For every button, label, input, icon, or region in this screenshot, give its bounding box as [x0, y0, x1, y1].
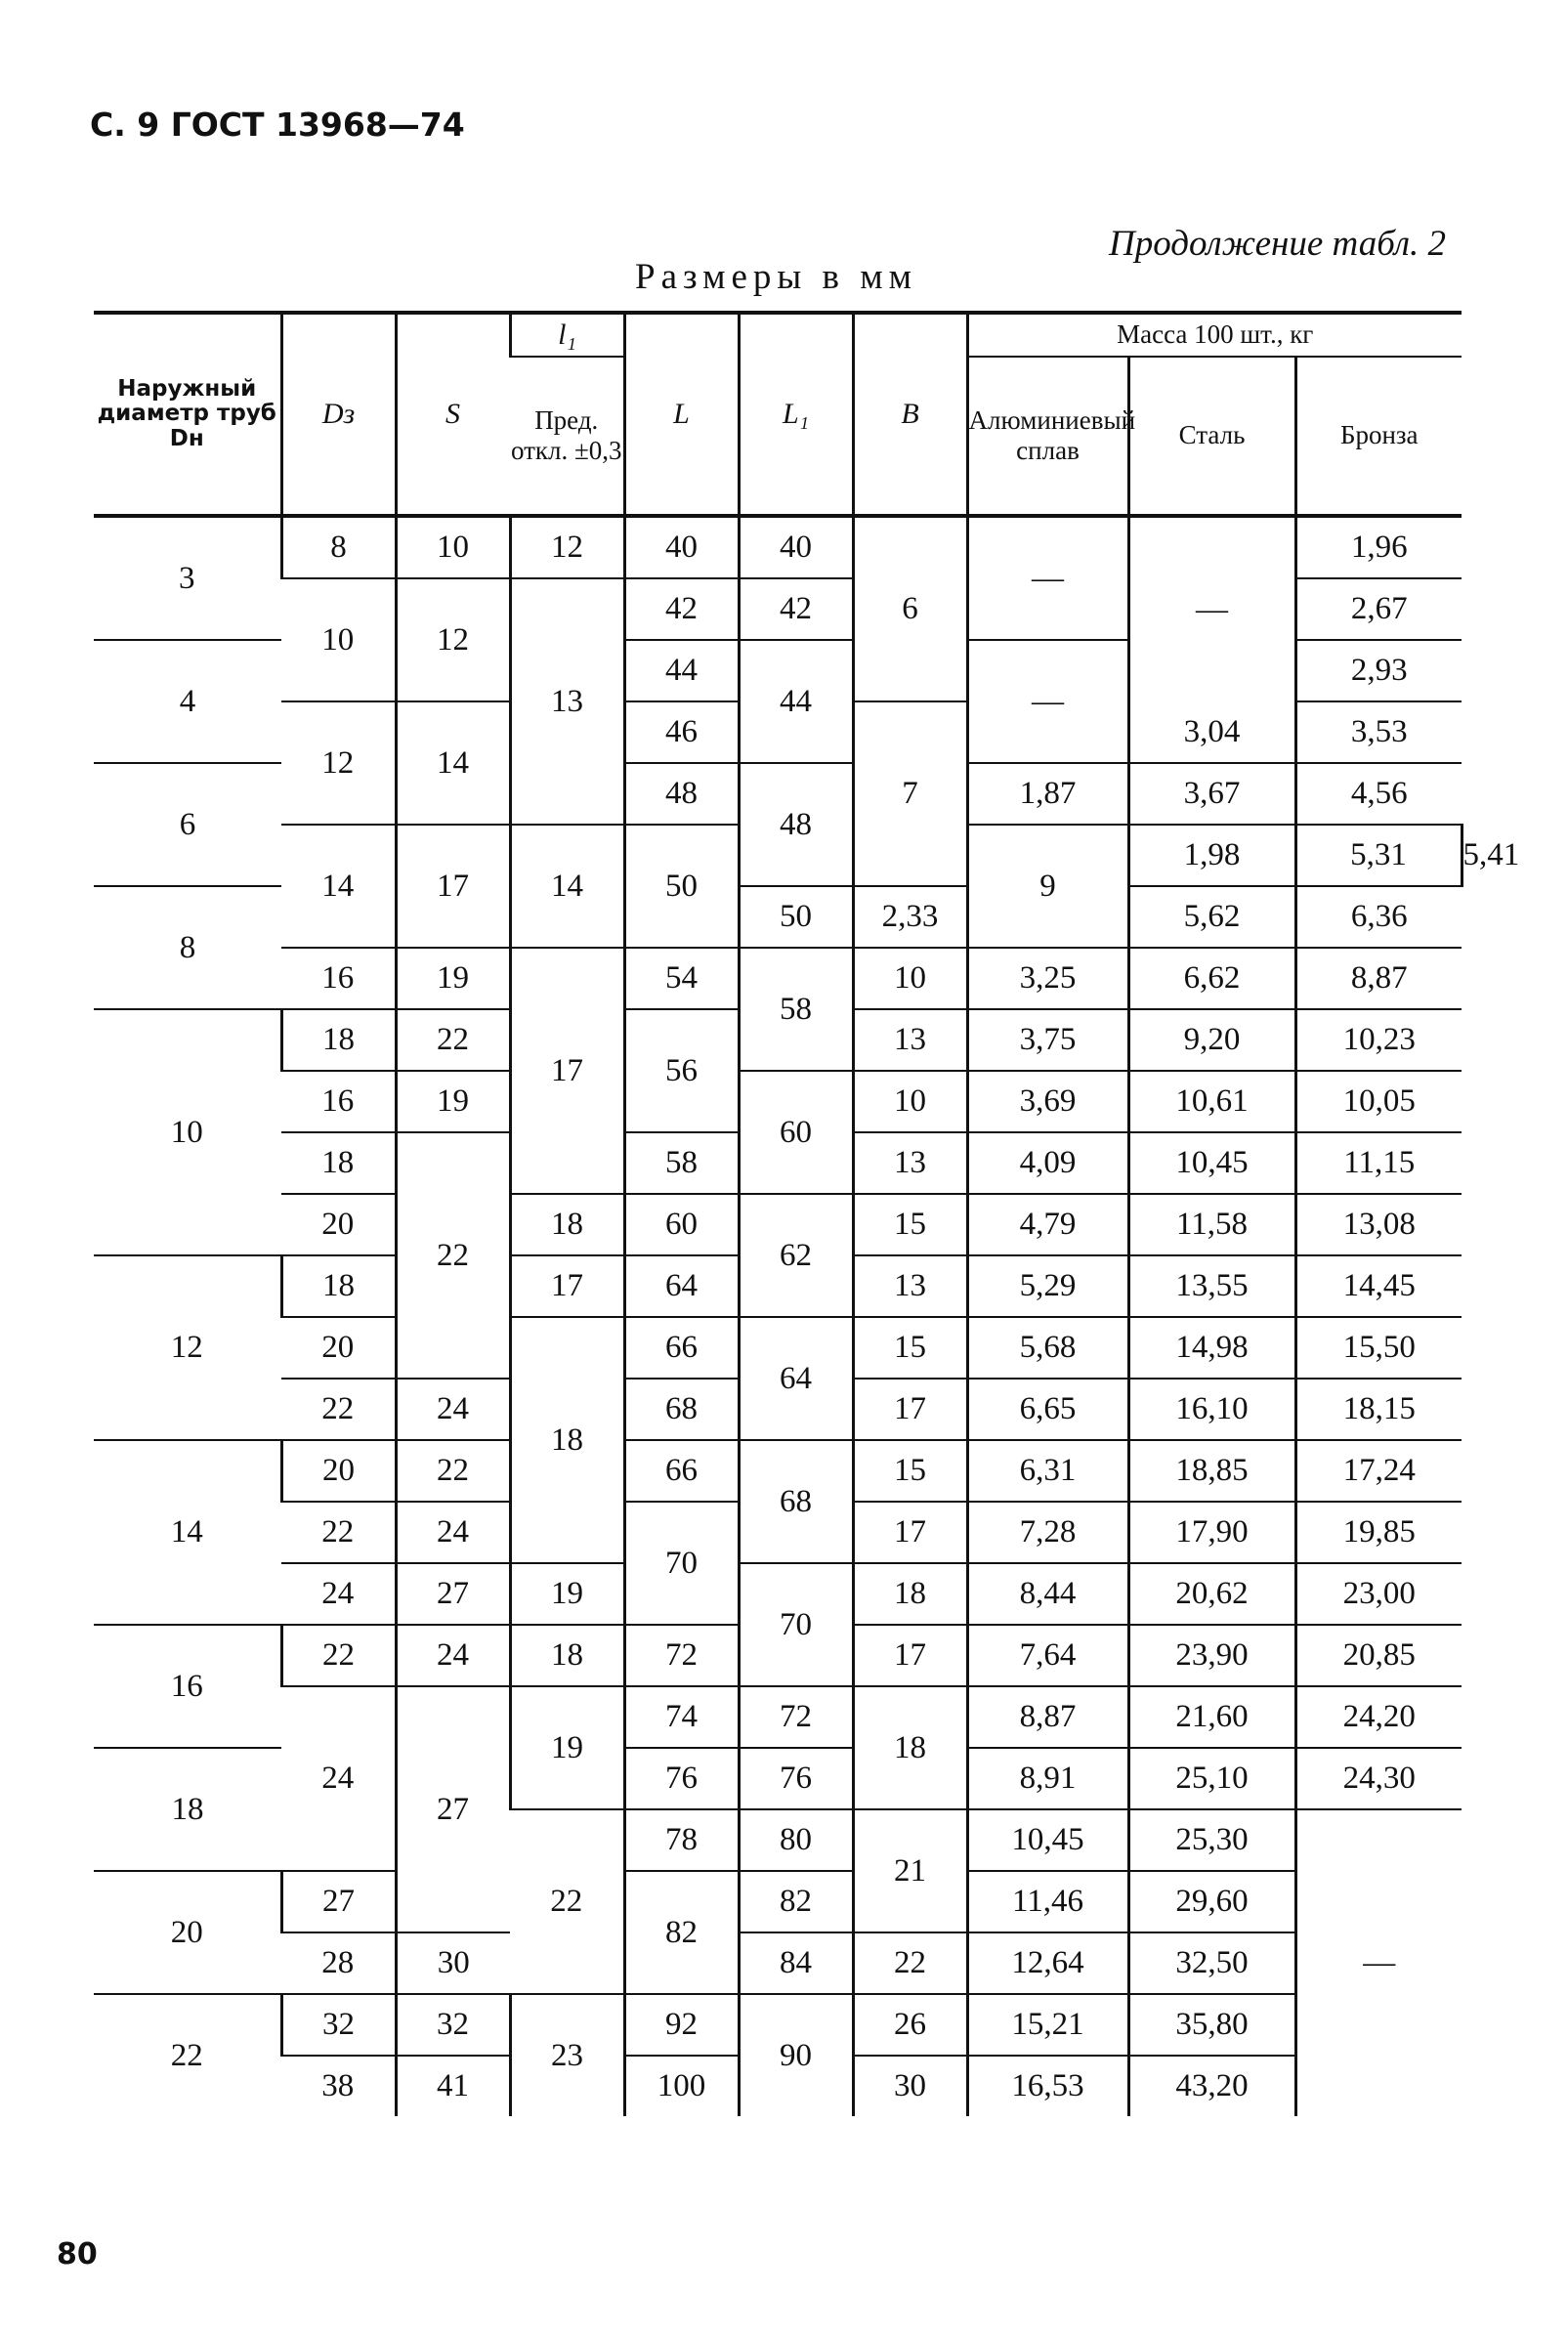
cell-L1: 48: [739, 763, 853, 886]
cell-mass-steel: 3,67: [1128, 763, 1295, 825]
cell-s: 22: [396, 1440, 510, 1502]
cell-mass-steel: 23,90: [1128, 1625, 1295, 1686]
cell-mass-steel: 35,80: [1128, 1994, 1295, 2056]
cell-dn: 20: [94, 1871, 281, 1994]
cell-l1: 12: [510, 516, 624, 578]
cell-B: 15: [853, 1194, 967, 1255]
cell-B: 10: [853, 948, 967, 1009]
cell-l1: 17: [510, 948, 624, 1194]
cell-dn: 12: [94, 1255, 281, 1440]
cell-l1: 18: [510, 1317, 624, 1563]
cell-mass-steel: 6,62: [1128, 948, 1295, 1009]
cell-mass-steel: 11,58: [1128, 1194, 1295, 1255]
cell-s: 22: [396, 1009, 510, 1071]
cell-L: 66: [624, 1440, 739, 1502]
header-L1: L₁: [739, 313, 853, 516]
header-L: L: [624, 313, 739, 516]
cell-mass-bronze: 17,24: [1295, 1440, 1462, 1502]
cell-L: 46: [624, 701, 739, 763]
cell-L: 56: [624, 1009, 739, 1132]
cell-s: 32: [396, 1994, 510, 2056]
cell-L: 64: [624, 1255, 739, 1317]
cell-dz: 8: [281, 516, 396, 578]
cell-dn: 4: [94, 640, 281, 763]
cell-l1: 19: [510, 1563, 624, 1625]
table-body: 3 8 10 12 40 40 6 — — 1,96 10 12 13 42 42 2,67 4 44 44 — 2,93 12 14 46 7 3,04 3,53 6 48 48 1,87 3,67 4,56 14 17 14 50 9 1,98 5,31 5,41 8 50 2,33 5,62 6,36 16 19 17 54 58 10 3,25 6,62 8,87 10 18 22 56 13 3,75 9,20 10,23 16 19 60 10 3,69 10,61 10,05 18 22 58 13 4,09 10,45 11,15 20 18 60 62 15 4,79 11,58 13,08 12 18 17 64 13 5,29 13,55 14,45 20 18 66 64 15 5,68 14,98 15,50 22 24 68 17 6,65 16,10 18,15 14 20 22 66 68 15 6,31 18,85 17,24 22 24 70 17 7,28 17,90 19,85 24 27 19 70 18 8,44 20,62 23,00 16 22 24 18 72 17 7,64 23,90 20,85 24 27 19 74 72 18 8,87 21,60 24,20 18 76 76 8,91 25,10 24,30 22 78 80 21 10,45 25,30 — 20 27 82 82 11,46 29,60 28 30 84 22 12,64 32,50 22 32 32 23 92 90 26 15,21 35,80 38 41 100 30 16,53 43,20: [94, 516, 1462, 2116]
cell-L: 72: [624, 1625, 739, 1686]
cell-mass-bronze: 24,20: [1295, 1686, 1462, 1748]
cell-L1: 58: [739, 948, 853, 1071]
cell-mass-bronze: 10,23: [1295, 1009, 1462, 1071]
cell-L: 78: [624, 1809, 739, 1871]
cell-B: 17: [853, 1502, 967, 1563]
cell-s: 41: [396, 2056, 510, 2116]
cell-dz: 14: [281, 825, 396, 948]
cell-L1: 76: [739, 1748, 853, 1809]
cell-L1: 90: [739, 1994, 853, 2116]
cell-dz: 32: [281, 1994, 396, 2056]
table-continuation-label: Продолжение табл. 2: [1109, 224, 1447, 264]
cell-mass-bronze: —: [1295, 1809, 1462, 2116]
cell-L: 76: [624, 1748, 739, 1809]
cell-mass-steel: 32,50: [1128, 1932, 1295, 1994]
cell-dn: 14: [94, 1440, 281, 1625]
units-caption: Размеры в мм: [635, 257, 918, 297]
cell-dn: 3: [94, 516, 281, 640]
cell-mass-al: 2,33: [853, 886, 967, 948]
page-number: 80: [57, 2237, 98, 2271]
cell-dn: 16: [94, 1625, 281, 1748]
cell-mass-al: —: [967, 640, 1128, 763]
cell-mass-bronze: 6,36: [1295, 886, 1462, 948]
cell-L: 60: [624, 1194, 739, 1255]
cell-mass-bronze: 18,15: [1295, 1379, 1462, 1440]
cell-mass-steel: 13,55: [1128, 1255, 1295, 1317]
cell-mass-al: 1,98: [1128, 825, 1295, 886]
cell-s: 27: [396, 1686, 510, 1932]
cell-B: 21: [853, 1809, 967, 1932]
cell-L: 74: [624, 1686, 739, 1748]
cell-L: 44: [624, 640, 739, 701]
cell-mass-steel: 10,61: [1128, 1071, 1295, 1132]
cell-l1: 13: [510, 578, 624, 825]
cell-B: 13: [853, 1255, 967, 1317]
cell-mass-steel: 10,45: [1128, 1132, 1295, 1194]
cell-dn: 18: [94, 1748, 281, 1871]
cell-mass-al: 6,65: [967, 1379, 1128, 1440]
cell-l1: 23: [510, 1994, 624, 2116]
cell-mass-steel: 25,30: [1128, 1809, 1295, 1871]
cell-mass-bronze: 8,87: [1295, 948, 1462, 1009]
cell-mass-steel: 14,98: [1128, 1317, 1295, 1379]
cell-mass-bronze: 19,85: [1295, 1502, 1462, 1563]
cell-L1: 50: [739, 886, 853, 948]
cell-dn: 10: [94, 1009, 281, 1255]
dimensions-table: [94, 311, 1520, 2116]
cell-mass-al: 3,69: [967, 1071, 1128, 1132]
cell-L: 66: [624, 1317, 739, 1379]
cell-B: 15: [853, 1440, 967, 1502]
cell-s: 22: [396, 1132, 510, 1379]
cell-l1: 14: [510, 825, 624, 948]
cell-mass-steel: 3,04: [1128, 701, 1295, 763]
cell-mass-steel: 29,60: [1128, 1871, 1295, 1932]
cell-mass-al: 5,29: [967, 1255, 1128, 1317]
cell-mass-al: 6,31: [967, 1440, 1128, 1502]
header-mass-bronze: Бронза: [1295, 357, 1462, 516]
cell-dz: 12: [281, 701, 396, 825]
cell-mass-al: 1,87: [967, 763, 1128, 825]
cell-B: 15: [853, 1317, 967, 1379]
cell-dz: 22: [281, 1379, 396, 1440]
cell-dz: 18: [281, 1132, 396, 1194]
cell-mass-steel: 5,62: [1128, 886, 1295, 948]
cell-s: 17: [396, 825, 510, 948]
cell-mass-al: 12,64: [967, 1932, 1128, 1994]
table-header: [94, 313, 1462, 516]
cell-dz: 22: [281, 1502, 396, 1563]
cell-mass-bronze: 11,15: [1295, 1132, 1462, 1194]
cell-dz: 28: [281, 1932, 396, 1994]
cell-mass-al: 7,64: [967, 1625, 1128, 1686]
cell-L: 100: [624, 2056, 739, 2116]
cell-mass-al: 4,09: [967, 1132, 1128, 1194]
cell-B: 13: [853, 1132, 967, 1194]
cell-L1: 64: [739, 1317, 853, 1440]
cell-L: 40: [624, 516, 739, 578]
cell-mass-bronze: 2,67: [1295, 578, 1462, 640]
cell-mass-al: 4,79: [967, 1194, 1128, 1255]
cell-l1: 19: [510, 1686, 624, 1809]
header-B: B: [853, 313, 967, 516]
cell-mass-steel: 18,85: [1128, 1440, 1295, 1502]
cell-mass-al: 5,68: [967, 1317, 1128, 1379]
page-title: С. 9 ГОСТ 13968—74: [90, 106, 465, 144]
cell-L1: 82: [739, 1871, 853, 1932]
cell-L1: 84: [739, 1932, 853, 1994]
cell-dz: 38: [321, 2068, 355, 2103]
cell-dn: 6: [94, 763, 281, 886]
cell-dz: 18: [281, 1009, 396, 1071]
cell-mass-bronze: 10,05: [1295, 1071, 1462, 1132]
cell-B: 22: [853, 1932, 967, 1994]
cell-B: 26: [853, 1994, 967, 2056]
cell-B: 9: [967, 825, 1128, 948]
header-l1-tolerance: Пред. откл. ±0,3: [510, 357, 624, 516]
cell-l1: 22: [510, 1809, 624, 1994]
cell-dz: 27: [281, 1871, 396, 1932]
cell-mass-steel: 9,20: [1128, 1009, 1295, 1071]
cell-s: 19: [396, 1071, 510, 1132]
cell-dz: 24: [281, 1686, 396, 1871]
cell-dn: 22: [170, 2037, 203, 2073]
cell-mass-steel: 43,20: [1128, 2056, 1295, 2116]
cell-s: 27: [396, 1563, 510, 1625]
cell-s: 24: [396, 1379, 510, 1440]
cell-mass-steel: 21,60: [1128, 1686, 1295, 1748]
cell-L1: 68: [739, 1440, 853, 1563]
cell-dz: 20: [281, 1440, 396, 1502]
cell-mass-al: 8,44: [967, 1563, 1128, 1625]
cell-l1: 17: [510, 1255, 624, 1317]
cell-L: 54: [624, 948, 739, 1009]
cell-s: 30: [396, 1932, 510, 1994]
cell-dz: 24: [281, 1563, 396, 1625]
cell-B: 17: [853, 1625, 967, 1686]
cell-mass-al: 8,87: [967, 1686, 1128, 1748]
cell-dz: 22: [281, 1625, 396, 1686]
cell-l1: 18: [510, 1194, 624, 1255]
header-mass: Масса 100 шт., кг: [967, 313, 1462, 357]
cell-L1: 70: [739, 1563, 853, 1686]
cell-L: 82: [624, 1871, 739, 1994]
cell-dz: 20: [281, 1317, 396, 1379]
cell-B: 17: [853, 1379, 967, 1440]
cell-mass-al: 3,75: [967, 1009, 1128, 1071]
cell-s: 12: [396, 578, 510, 701]
cell-L: 50: [624, 825, 739, 948]
cell-mass-bronze: 2,93: [1295, 640, 1462, 701]
cell-L: 68: [624, 1379, 739, 1440]
header-dz: Dз: [281, 313, 396, 516]
header-mass-steel: Сталь: [1128, 357, 1295, 516]
cell-L: 48: [624, 763, 739, 825]
cell-B: 6: [853, 516, 967, 701]
cell-mass-steel: 17,90: [1128, 1502, 1295, 1563]
cell-s: 24: [396, 1502, 510, 1563]
cell-L: 92: [624, 1994, 739, 2056]
cell-L1: 44: [739, 640, 853, 763]
cell-L: 70: [624, 1502, 739, 1625]
cell-L: 58: [624, 1132, 739, 1194]
cell-L1: 60: [739, 1071, 853, 1194]
cell-s: 19: [396, 948, 510, 1009]
cell-mass-al: —: [967, 516, 1128, 640]
cell-s: 10: [396, 516, 510, 578]
cell-B: 10: [853, 1071, 967, 1132]
cell-L1: 40: [739, 516, 853, 578]
cell-mass-steel: 16,10: [1128, 1379, 1295, 1440]
header-mass-aluminium: Алюминиевый сплав: [967, 357, 1128, 516]
cell-dz: 18: [281, 1255, 396, 1317]
cell-B: 7: [853, 701, 967, 886]
cell-dz: 10: [281, 578, 396, 701]
cell-mass-steel: 5,31: [1295, 825, 1462, 886]
cell-mass-steel: 20,62: [1128, 1563, 1295, 1625]
cell-mass-al: 10,45: [967, 1809, 1128, 1871]
cell-dz: 16: [281, 1071, 396, 1132]
cell-mass-al: 15,21: [967, 1994, 1128, 2056]
cell-L1: 72: [739, 1686, 853, 1748]
cell-s: 24: [396, 1625, 510, 1686]
cell-mass-bronze: 23,00: [1295, 1563, 1462, 1625]
cell-mass-bronze: 24,30: [1295, 1748, 1462, 1809]
cell-B: 18: [853, 1563, 967, 1625]
cell-L1: 80: [739, 1809, 853, 1871]
cell-L1: 62: [739, 1194, 853, 1317]
cell-mass-steel: 25,10: [1128, 1748, 1295, 1809]
cell-mass-bronze: 3,53: [1295, 701, 1462, 763]
cell-mass-steel: —: [1128, 516, 1295, 701]
cell-L: 42: [624, 578, 739, 640]
cell-mass-bronze: 14,45: [1295, 1255, 1462, 1317]
header-l1: l₁: [510, 313, 624, 357]
cell-dz: 16: [281, 948, 396, 1009]
cell-mass-al: 3,25: [967, 948, 1128, 1009]
cell-L1: 42: [739, 578, 853, 640]
cell-l1: 18: [510, 1625, 624, 1686]
cell-dz: 20: [281, 1194, 396, 1255]
cell-dn: 8: [94, 886, 281, 1009]
cell-mass-bronze: 13,08: [1295, 1194, 1462, 1255]
cell-mass-bronze: 1,96: [1295, 516, 1462, 578]
cell-B: 13: [853, 1009, 967, 1071]
cell-mass-bronze: 4,56: [1295, 763, 1462, 825]
cell-mass-al: 7,28: [967, 1502, 1128, 1563]
header-s: S: [396, 313, 510, 516]
cell-mass-al: 16,53: [967, 2056, 1128, 2116]
cell-mass-bronze: 15,50: [1295, 1317, 1462, 1379]
header-outer-diameter: Наружный диаметр труб Dн: [94, 313, 281, 516]
cell-mass-al: 8,91: [967, 1748, 1128, 1809]
cell-s: 14: [396, 701, 510, 825]
cell-mass-al: 11,46: [967, 1871, 1128, 1932]
cell-B: 30: [853, 2056, 967, 2116]
cell-B: 18: [853, 1686, 967, 1809]
cell-mass-bronze: 20,85: [1295, 1625, 1462, 1686]
